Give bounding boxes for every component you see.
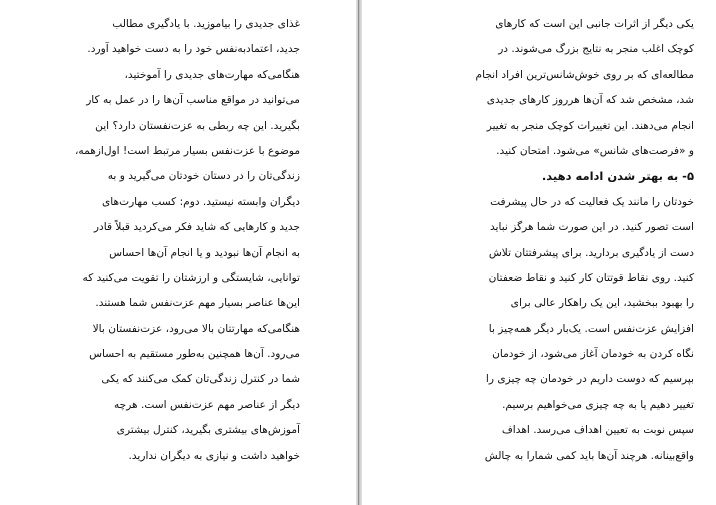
text-line: آموزش‌های بیشتری بگیرید، کنترل بیشتری [116, 424, 300, 437]
text-line: مطالعه‌ای که بر روی خوش‌شانس‌ترین افراد انجام [475, 68, 694, 81]
text-line: می‌توانید در مواقع مناسب آن‌ها را در عمل به کار [86, 94, 300, 107]
text-line: هنگامی‌که مهارت‌های جدیدی را آموختید، [124, 68, 300, 81]
text-line: واقع‌بینانه. هرچند آن‌ها باید کمی شمارا به چالش [484, 449, 694, 462]
text-line: زندگی‌تان را در دستان خودتان می‌گیرید و به [107, 170, 300, 183]
text-line: یکی دیگر از اثرات جانبی این است که کارهای [495, 18, 694, 30]
text-line: و «فرصت‌های شانس» می‌شود. امتحان کنید. [496, 144, 694, 157]
text-line: جدید و کارهایی که شاید فکر می‌کردید قبلاً قادر [93, 221, 300, 234]
text-line: دیگران وابسته نیستید. دوم: کسب مهارت‌های [101, 195, 300, 208]
text-line: است تصور کنید. در این صورت شما هرگز نباید [489, 221, 694, 234]
text-line: کنید. روی نقاط قوتتان کار کنید و نقاط ضعفتان [488, 271, 694, 284]
text-line: غذای جدیدی را بیاموزید. با یادگیری مطالب [112, 18, 300, 30]
text-line: افزایش عزت‌نفس است. یک‌بار دیگر همه‌چیز با [488, 322, 694, 335]
gutter-divider [358, 0, 359, 505]
left-page-text [70, 12, 300, 469]
text-line: نگاه کردن به خودمان آغاز می‌شود، از خودمان [492, 348, 694, 361]
text-line: شما در کنترل زندگی‌تان کمک می‌کنند که یکی [101, 373, 300, 386]
text-line: توانایی، شایستگی و ارزشتان را تقویت می‌کنید که [82, 271, 300, 284]
text-line: می‌رود. آن‌ها همچنین به‌طور مستقیم به احساس [89, 348, 300, 361]
text-line: تغییر دهیم یا به چه چیزی می‌خواهیم برسیم. [502, 398, 694, 411]
text-line: دست از یادگیری بردارید. برای پیشرفتتان تلاش [488, 246, 694, 259]
right-page [362, 0, 716, 505]
text-line: جدید، اعتمادبه‌نفس خود را به دست خواهید آورد. [87, 43, 300, 56]
text-line: شد، مشخص شد که آن‌ها هرروز کارهای جدیدی [486, 94, 694, 107]
text-line: موضوع با عزت‌نفس بسیار مرتبط است! اول‌ازهمه، [74, 144, 300, 157]
text-line: کوچک اغلب منجر به نتایج بزرگ می‌شوند. در [498, 43, 694, 56]
right-page-text [454, 12, 694, 469]
text-line: بپرسیم که دوست داریم در خودمان چه چیزی را [485, 373, 694, 386]
text-line: خواهید داشت و نیازی به دیگران ندارید. [128, 449, 300, 462]
text-line: انجام می‌دهند. این تغییرات کوچک منجر به تغییر [486, 119, 694, 132]
text-line: هنگامی‌که مهارتتان بالا می‌رود، عزت‌نفستان بالا [92, 322, 300, 335]
text-line: این‌ها عناصر بسیار مهم عزت‌نفس شما هستند. [95, 297, 300, 310]
text-line: بگیرید. این چه ربطی به عزت‌نفستان دارد؟ این [95, 119, 300, 132]
text-line: دیگر از عناصر مهم عزت‌نفس است. هرچه [113, 398, 300, 411]
text-line: به انجام آن‌ها نبودید و یا انجام آن‌ها احساس [109, 246, 300, 259]
text-line: سپس نوبت به تعیین اهداف می‌رسد. اهداف [501, 424, 694, 437]
section-heading: ۵- به بهتر شدن ادامه دهید. [541, 169, 694, 184]
left-page [0, 0, 356, 505]
text-line: خودتان را مانند یک فعالیت که در حال پیشرفت [490, 195, 694, 208]
text-line: را بهبود ببخشید، این یک راهکار عالی برای [510, 297, 694, 310]
